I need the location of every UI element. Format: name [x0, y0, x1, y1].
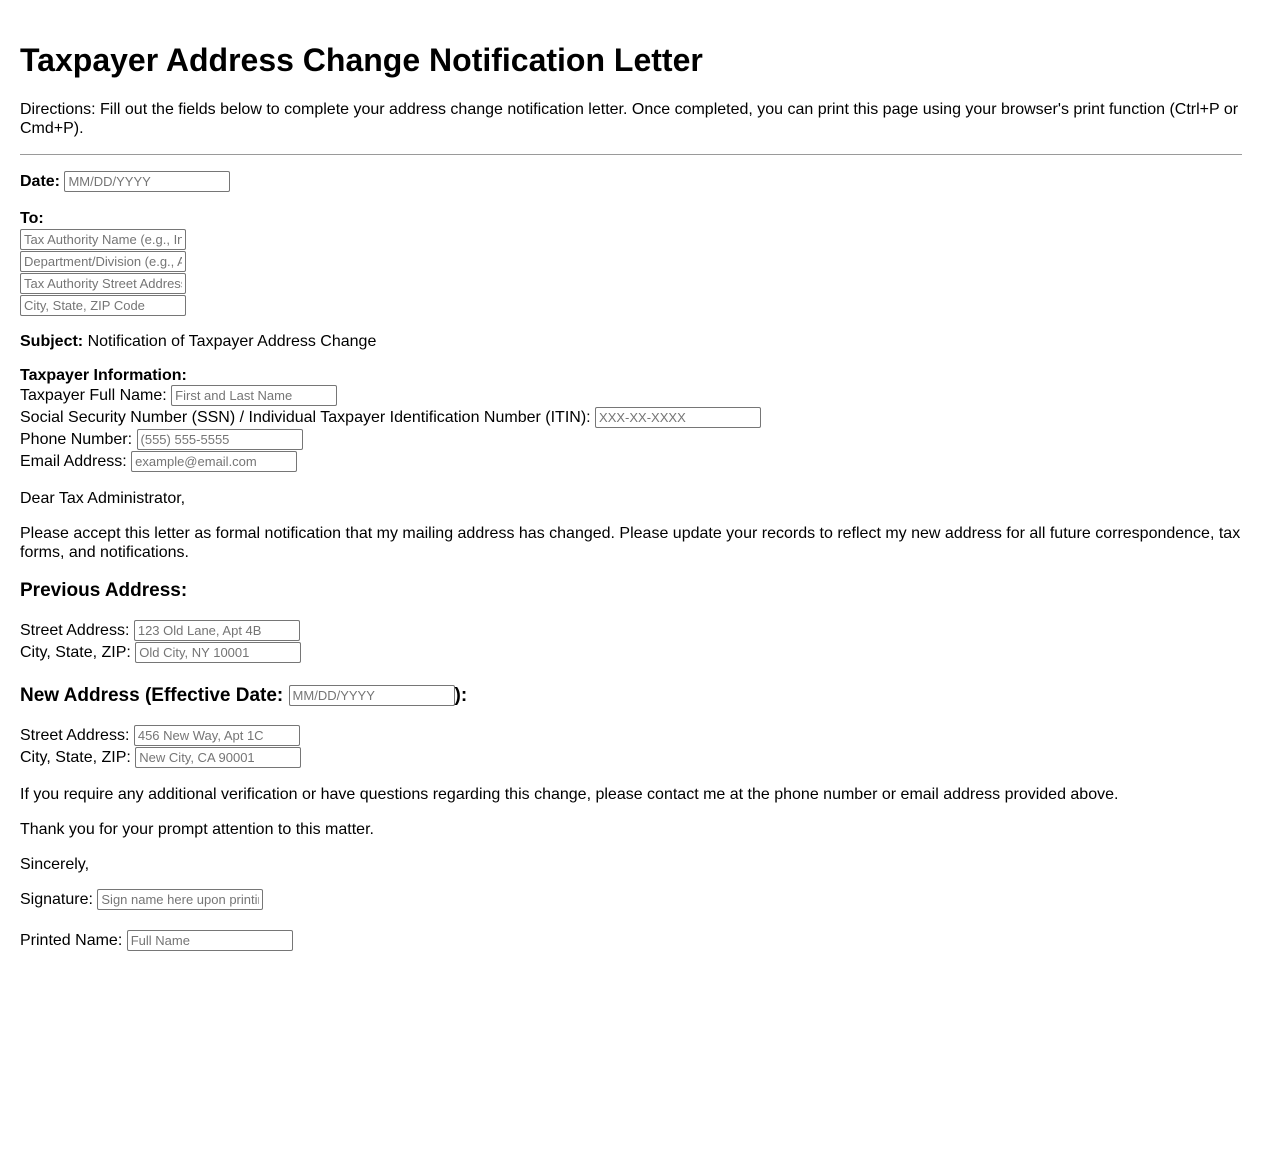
ssn-input[interactable] [595, 407, 761, 428]
phone-row [20, 429, 1242, 451]
tax-authority-name-input[interactable] [20, 229, 186, 250]
new-city-label: City, State, ZIP: [20, 749, 131, 766]
prev-street-label: Street Address: [20, 622, 130, 639]
full-name-label: Taxpayer Full Name: [20, 387, 167, 404]
phone-input[interactable] [137, 429, 303, 450]
authority-city-input[interactable] [20, 295, 186, 316]
signature-input[interactable] [97, 889, 263, 910]
prev-street-input[interactable] [134, 620, 300, 641]
full-name-row [20, 385, 1242, 407]
date-label: Date: [20, 173, 61, 190]
taxpayer-info-section [20, 366, 1242, 473]
new-street-input[interactable] [134, 725, 300, 746]
email-input[interactable] [131, 451, 297, 472]
new-address-heading-text: New Address (Effective Date: [20, 685, 284, 706]
email-label: Email Address: [20, 453, 127, 470]
subject-label: Subject: [20, 333, 84, 350]
printed-name-row [20, 930, 1242, 952]
email-row [20, 451, 1242, 473]
effective-date-input[interactable] [289, 685, 455, 706]
printed-name-label: Printed Name: [20, 932, 123, 949]
subject-text: Notification of Taxpayer Address Change [83, 333, 377, 350]
previous-address-heading: Previous Address: [20, 580, 188, 601]
to-label: To: [20, 210, 44, 227]
authority-street-input[interactable] [20, 273, 186, 294]
date-input[interactable] [64, 171, 230, 192]
subject-line [20, 332, 1242, 351]
closing-text: Sincerely, [20, 856, 90, 873]
new-address-heading-suffix: ): [454, 685, 468, 706]
page-title: Taxpayer Address Change Notification Letter [20, 42, 703, 78]
ssn-row [20, 407, 1242, 429]
new-street-row [20, 725, 1242, 747]
new-address-heading [20, 684, 1242, 708]
divider [20, 154, 1242, 155]
new-city-input[interactable] [135, 747, 301, 768]
greeting: Dear Tax Administrator, [20, 490, 186, 507]
taxpayer-info-title: Taxpayer Information: [20, 367, 187, 384]
signature-row [20, 889, 1242, 911]
new-address-fields [20, 725, 1242, 769]
printed-name-input[interactable] [127, 930, 293, 951]
body-paragraph: Please accept this letter as formal notification that my mailing address has changed. Please update your records to reflect my new address for all future correspondence, tax forms, and notifications. [20, 525, 1241, 561]
new-city-row [20, 747, 1242, 769]
ssn-label: Social Security Number (SSN) / Individual Taxpayer Identification Number (ITIN): [20, 409, 591, 426]
directions-text: Directions: Fill out the fields below to complete your address change notification letter. Once completed, you can print this page using your browser's print function (Ctrl+P or Cmd+P). [20, 101, 1239, 137]
signature-label: Signature: [20, 891, 93, 908]
date-row [20, 171, 1242, 193]
phone-label: Phone Number: [20, 431, 133, 448]
verification-paragraph: If you require any additional verification or have questions regarding this change, please contact me at the phone number or email address provided above. [20, 786, 1119, 803]
prev-city-input[interactable] [135, 642, 301, 663]
previous-address-fields [20, 620, 1242, 664]
prev-city-row [20, 642, 1242, 664]
to-row [20, 209, 1242, 228]
letter-page [0, 41, 1262, 952]
new-street-label: Street Address: [20, 727, 130, 744]
full-name-input[interactable] [171, 385, 337, 406]
department-input[interactable] [20, 251, 186, 272]
thanks-text: Thank you for your prompt attention to this matter. [20, 821, 374, 838]
prev-city-label: City, State, ZIP: [20, 644, 131, 661]
recipient-fields [20, 229, 1242, 317]
prev-street-row [20, 620, 1242, 642]
